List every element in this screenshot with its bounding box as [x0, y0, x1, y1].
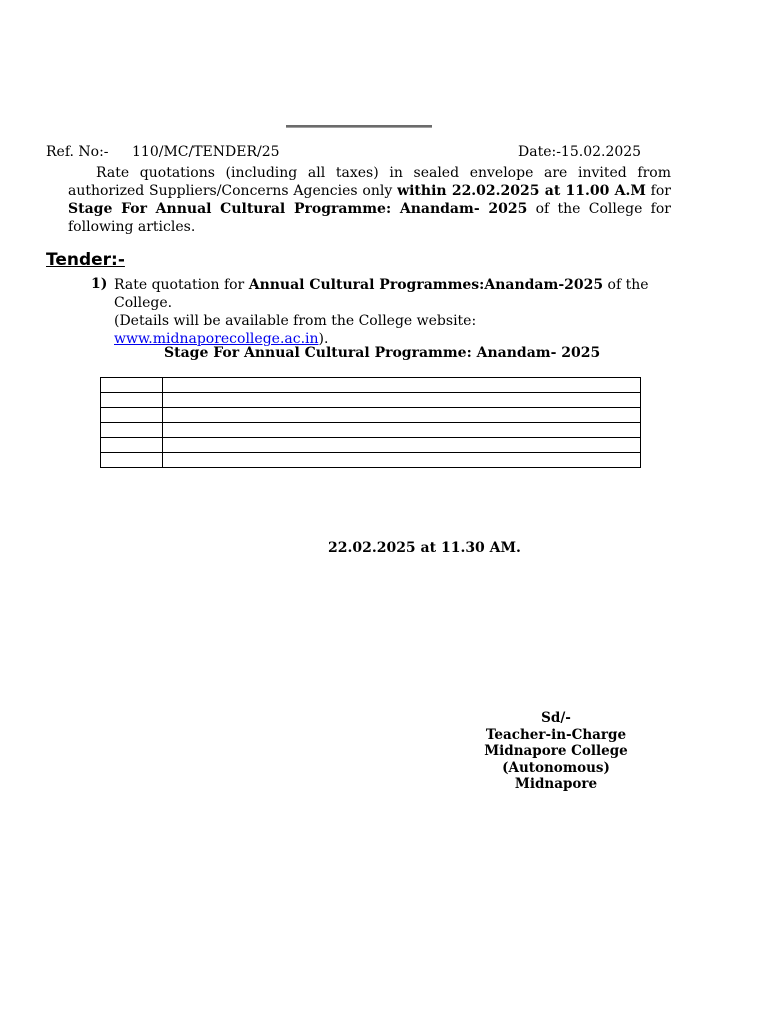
intro-subject: Stage For Annual Cultural Programme: Anandam- 2025: [68, 201, 528, 217]
document-date: Date:-15.02.2025: [518, 144, 642, 160]
table-row: [101, 438, 641, 453]
tender-heading: Tender:-: [46, 250, 125, 270]
intro-deadline: within 22.02.2025 at 11.00 A.M: [397, 183, 646, 199]
table-row: [101, 378, 641, 393]
reference-label: Ref. No:-: [46, 144, 109, 160]
intro-text-1: Rate quotations (including all taxes) in sealed envelope are invited from authorized Suppliers/Concerns Agencies only: [68, 165, 671, 199]
header-divider: [286, 125, 432, 128]
intro-text-3: of the College for following articles.: [68, 201, 671, 235]
signature-sd: Sd/-: [541, 710, 571, 726]
tender-item-bold: Annual Cultural Programmes:Anandam-2025: [248, 277, 604, 293]
signature-place: Midnapore: [514, 776, 598, 792]
table-cell-description: [163, 378, 641, 393]
table-cell-serial: [101, 453, 163, 468]
table-row: [101, 393, 641, 408]
table-row: [101, 408, 641, 423]
table-cell-description: [163, 453, 641, 468]
reference-number: [46, 144, 280, 160]
table-row: [101, 423, 641, 438]
opening-date: 22.02.2025 at 11.30 AM.: [328, 540, 521, 556]
table-cell-serial: [101, 423, 163, 438]
tender-item-text-b: of the College.: [114, 277, 649, 311]
table-cell-description: [163, 423, 641, 438]
articles-table: [100, 377, 641, 468]
signature-institution: Midnapore College (Autonomous): [484, 743, 628, 776]
table-cell-serial: [101, 408, 163, 423]
tender-details-close: ).: [318, 331, 329, 347]
tender-item-number: 1): [91, 276, 108, 292]
table-row: [101, 453, 641, 468]
signature-block: [440, 710, 672, 793]
table-cell-serial: [101, 393, 163, 408]
table-cell-description: [163, 438, 641, 453]
table-cell-serial: [101, 378, 163, 393]
reference-value: 110/MC/TENDER/25: [132, 144, 280, 160]
signature-designation: Teacher-in-Charge: [485, 726, 627, 743]
table-cell-description: [163, 393, 641, 408]
intro-text-2: for: [645, 183, 671, 199]
tender-item-text: [114, 276, 704, 348]
table-cell-description: [163, 408, 641, 423]
table-title: Stage For Annual Cultural Programme: Anandam- 2025: [164, 345, 601, 361]
tender-details-line: (Details will be available from the College website:: [114, 313, 477, 329]
table-cell-serial: [101, 438, 163, 453]
intro-paragraph: [68, 164, 671, 236]
tender-item-text-a: Rate quotation for: [114, 277, 249, 293]
college-website-link[interactable]: www.midnaporecollege.ac.in: [114, 331, 319, 347]
